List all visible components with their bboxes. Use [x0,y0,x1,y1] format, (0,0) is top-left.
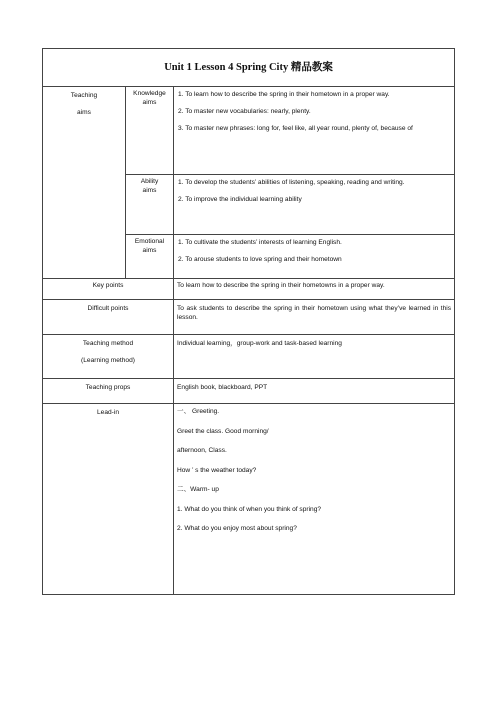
knowledge-aims-label [126,87,174,175]
ability-aims-label-line1: Ability [140,178,159,185]
ability-aim-item: 2. To improve the individual learning ability [178,196,302,203]
teaching-props-content: English book, blackboard, PPT [174,379,455,404]
key-points-label-text: Key points [92,282,124,289]
knowledge-aim-item: 3. To master new phrases: long for, feel like, all year round, plenty of, because of [178,125,413,132]
teaching-aims-label-line2: aims [77,109,91,116]
teaching-aims-label [43,87,126,279]
emotional-aims-label-line2: aims [142,247,157,254]
teaching-props-label-text: Teaching props [85,384,131,391]
lesson-plan-table [42,48,455,595]
emotional-aims-label [126,235,174,279]
knowledge-aims-label-line1: Knowledge [133,90,166,97]
lead-in-line: 1. What do you think of when you think of spring? [177,505,322,513]
knowledge-aim-item: 1. To learn how to describe the spring in their hometown in a proper way. [178,91,390,98]
ability-aims-label [126,175,174,235]
lead-in-label [43,404,174,595]
knowledge-aims-content [174,87,455,175]
lead-in-content [174,404,455,595]
emotional-aims-label-line1: Emotional [134,238,165,245]
difficult-points-label-text: Difficult points [87,305,129,312]
emotional-aim-item: 1. To cultivate the students’ interests of learning English. [178,239,342,246]
ability-aims-content [174,175,455,235]
teaching-method-label [43,335,174,379]
lead-in-line: How ’ s the weather today? [177,466,257,474]
lead-in-line: afternoon, Class. [177,447,227,454]
knowledge-aim-item: 2. To master new vocabularies: nearly, plenty. [178,108,311,115]
ability-aim-item: 1. To develop the students’ abilities of listening, speaking, reading and writing. [178,179,405,186]
key-points-label [43,279,174,300]
lead-in-line: Greet the class. Good morning/ [177,427,269,435]
teaching-props-label [43,379,174,404]
lead-in-label-text: Lead-in [97,409,119,416]
lead-in-line: 二、Warm- up [177,486,219,493]
teaching-method-label-line1: Teaching method [82,340,134,347]
teaching-method-label-line2: (Learning method) [81,357,135,364]
difficult-points-label [43,300,174,335]
teaching-aims-label-line1: Teaching [70,92,98,99]
difficult-points-content: To ask students to describe the spring in their hometown using what they’ve learned in this lesson. [174,300,455,335]
ability-aims-label-line2: aims [142,187,157,194]
teaching-method-content: Individual learning，group-work and task-based learning [174,335,455,379]
knowledge-aims-label-line2: aims [142,99,157,106]
document-title: Unit 1 Lesson 4 Spring City 精品教案 [43,49,455,87]
lead-in-line: 2. What do you enjoy most about spring? [177,525,297,532]
key-points-content: To learn how to describe the spring in their hometowns in a proper way. [174,279,455,300]
emotional-aims-content [174,235,455,279]
lead-in-line: 一、 Greeting. [177,408,220,415]
emotional-aim-item: 2. To arouse students to love spring and their hometown [178,256,342,263]
